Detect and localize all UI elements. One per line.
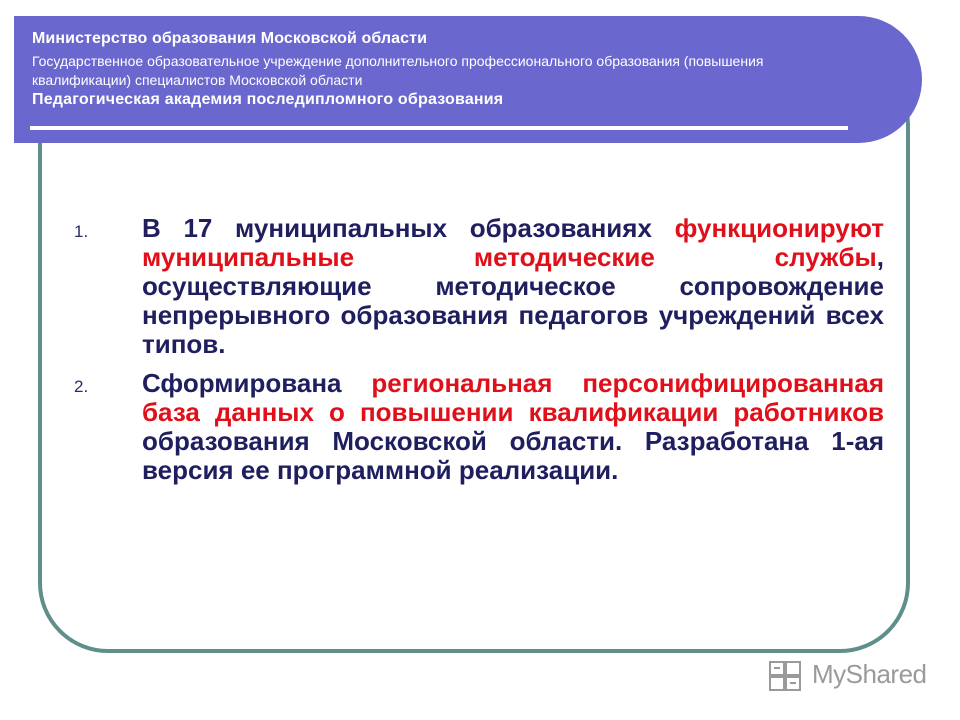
institution-name: Государственное образовательное учреждение дополнительного профессионального образования (повышения квалификации) специалистов Московской области [32,53,764,88]
header-divider [30,126,848,130]
watermark-text: MyShared [812,659,927,689]
watermark [768,656,928,696]
list-item-text [142,369,884,485]
list-item-number: 2. [74,377,89,396]
list-item-text-part: , осуществляющие методическое сопровождение непрерывного образования педагогов учреждений всех типов. [142,242,884,359]
list-item-text [142,214,884,359]
list-item-highlight: функционируют муниципальные методические службы [142,213,884,272]
numbered-list [70,214,884,495]
list-item-text-part: Сформирована [142,368,372,398]
list-item-number: 1. [74,222,89,241]
list-item [70,369,884,485]
list-item [70,214,884,359]
academy-name: Педагогическая академия последипломного образования [32,91,504,108]
myshared-logo-icon [768,658,808,694]
header-text [32,30,852,110]
list-item-highlight: региональная персонифицированная база данных о повышении квалификации работников [142,368,885,427]
list-item-text-part: В 17 муниципальных образованиях [142,213,675,243]
list-item-text-part: образования Московской области. Разработана 1-ая версия ее программной реализации. [142,426,884,485]
ministry-title: Министерство образования Московской области [32,30,428,47]
